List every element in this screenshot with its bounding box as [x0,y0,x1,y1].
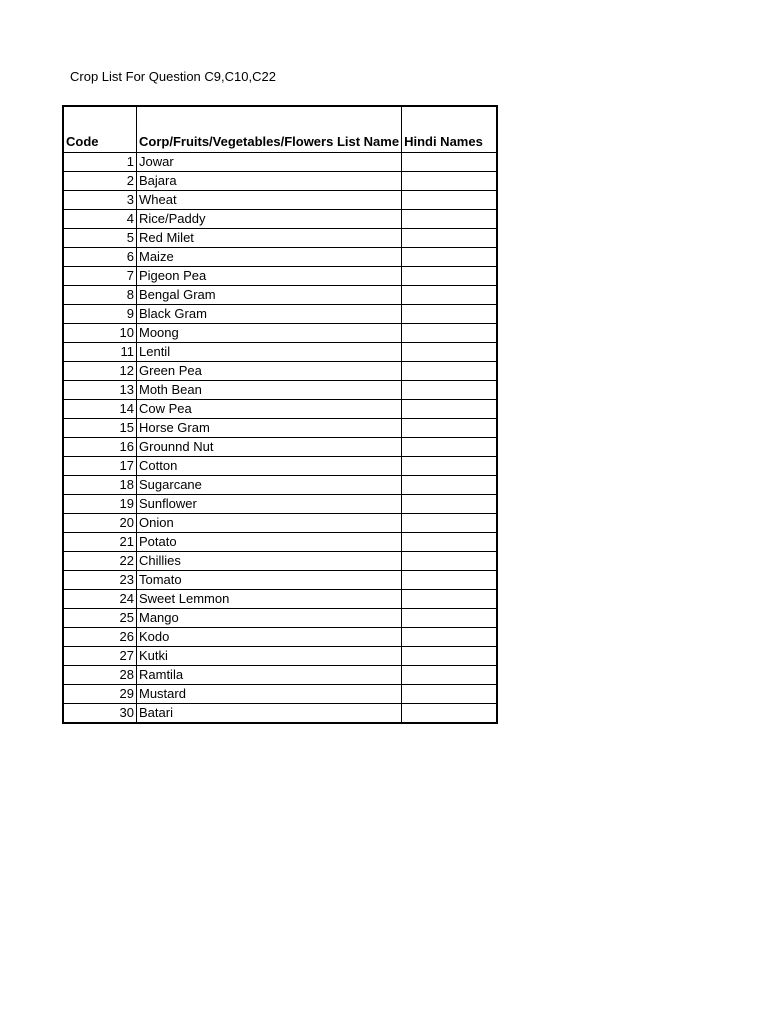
table-row [64,514,497,533]
cell-code: 3 [64,191,137,210]
cell-crop-name: Bengal Gram [137,286,402,305]
cell-code: 13 [64,381,137,400]
table-row [64,476,497,495]
cell-code: 18 [64,476,137,495]
table-row [64,533,497,552]
table-row [64,457,497,476]
cell-code: 26 [64,628,137,647]
table-row [64,590,497,609]
cell-hindi-name[interactable] [402,191,497,210]
cell-crop-name: Horse Gram [137,419,402,438]
cell-code: 11 [64,343,137,362]
cell-code: 27 [64,647,137,666]
cell-hindi-name[interactable] [402,153,497,172]
table-row [64,400,497,419]
cell-hindi-name[interactable] [402,609,497,628]
cell-code: 15 [64,419,137,438]
cell-code: 16 [64,438,137,457]
table-row [64,210,497,229]
cell-crop-name: Maize [137,248,402,267]
table-row [64,362,497,381]
cell-hindi-name[interactable] [402,362,497,381]
page-title: Crop List For Question C9,C10,C22 [70,69,276,84]
cell-code: 19 [64,495,137,514]
table-row [64,172,497,191]
cell-crop-name: Onion [137,514,402,533]
cell-code: 22 [64,552,137,571]
cell-code: 28 [64,666,137,685]
cell-crop-name: Bajara [137,172,402,191]
table-row [64,495,497,514]
cell-crop-name: Moth Bean [137,381,402,400]
table-row [64,324,497,343]
cell-code: 20 [64,514,137,533]
cell-code: 5 [64,229,137,248]
cell-crop-name: Cotton [137,457,402,476]
table-row [64,666,497,685]
cell-code: 6 [64,248,137,267]
cell-crop-name: Black Gram [137,305,402,324]
cell-crop-name: Grounnd Nut [137,438,402,457]
cell-code: 23 [64,571,137,590]
crop-list-table [63,106,497,723]
cell-crop-name: Wheat [137,191,402,210]
table-row [64,305,497,324]
column-header-code: Code [64,107,137,153]
cell-hindi-name[interactable] [402,210,497,229]
cell-code: 9 [64,305,137,324]
table-row [64,153,497,172]
cell-code: 10 [64,324,137,343]
cell-code: 21 [64,533,137,552]
cell-code: 14 [64,400,137,419]
cell-crop-name: Kutki [137,647,402,666]
column-header-name: Corp/Fruits/Vegetables/Flowers List Name [137,107,402,153]
cell-crop-name: Kodo [137,628,402,647]
table-row [64,419,497,438]
cell-crop-name: Sunflower [137,495,402,514]
table-row [64,609,497,628]
cell-crop-name: Batari [137,704,402,723]
cell-hindi-name[interactable] [402,229,497,248]
cell-crop-name: Sugarcane [137,476,402,495]
cell-hindi-name[interactable] [402,267,497,286]
cell-hindi-name[interactable] [402,305,497,324]
cell-code: 1 [64,153,137,172]
cell-hindi-name[interactable] [402,533,497,552]
cell-crop-name: Green Pea [137,362,402,381]
cell-hindi-name[interactable] [402,286,497,305]
cell-code: 2 [64,172,137,191]
cell-hindi-name[interactable] [402,324,497,343]
table-row [64,191,497,210]
cell-crop-name: Mango [137,609,402,628]
table-row [64,571,497,590]
cell-code: 8 [64,286,137,305]
cell-crop-name: Jowar [137,153,402,172]
cell-hindi-name[interactable] [402,552,497,571]
cell-crop-name: Potato [137,533,402,552]
cell-hindi-name[interactable] [402,685,497,704]
cell-crop-name: Cow Pea [137,400,402,419]
cell-crop-name: Chillies [137,552,402,571]
table-row [64,704,497,723]
cell-hindi-name[interactable] [402,172,497,191]
cell-code: 4 [64,210,137,229]
cell-hindi-name[interactable] [402,647,497,666]
table-row [64,685,497,704]
cell-crop-name: Rice/Paddy [137,210,402,229]
cell-hindi-name[interactable] [402,590,497,609]
cell-hindi-name[interactable] [402,457,497,476]
table-row [64,343,497,362]
table-row [64,438,497,457]
cell-hindi-name[interactable] [402,704,497,723]
table-row [64,628,497,647]
table-row [64,229,497,248]
cell-code: 25 [64,609,137,628]
cell-hindi-name[interactable] [402,628,497,647]
cell-code: 12 [64,362,137,381]
cell-hindi-name[interactable] [402,476,497,495]
table-row [64,552,497,571]
cell-code: 30 [64,704,137,723]
cell-crop-name: Red Milet [137,229,402,248]
cell-crop-name: Lentil [137,343,402,362]
cell-crop-name: Tomato [137,571,402,590]
cell-hindi-name[interactable] [402,381,497,400]
column-header-hindi: Hindi Names [402,107,497,153]
cell-crop-name: Mustard [137,685,402,704]
cell-code: 7 [64,267,137,286]
cell-hindi-name[interactable] [402,571,497,590]
cell-hindi-name[interactable] [402,343,497,362]
cell-code: 24 [64,590,137,609]
table-row [64,267,497,286]
cell-hindi-name[interactable] [402,495,497,514]
cell-code: 29 [64,685,137,704]
cell-hindi-name[interactable] [402,514,497,533]
table-row [64,248,497,267]
cell-hindi-name[interactable] [402,400,497,419]
cell-crop-name: Moong [137,324,402,343]
cell-hindi-name[interactable] [402,248,497,267]
cell-crop-name: Pigeon Pea [137,267,402,286]
cell-crop-name: Ramtila [137,666,402,685]
table-row [64,286,497,305]
cell-crop-name: Sweet Lemmon [137,590,402,609]
cell-hindi-name[interactable] [402,419,497,438]
table-header-row [64,107,497,153]
table-row [64,381,497,400]
table-body [64,153,497,723]
table-row [64,647,497,666]
cell-hindi-name[interactable] [402,438,497,457]
cell-code: 17 [64,457,137,476]
cell-hindi-name[interactable] [402,666,497,685]
